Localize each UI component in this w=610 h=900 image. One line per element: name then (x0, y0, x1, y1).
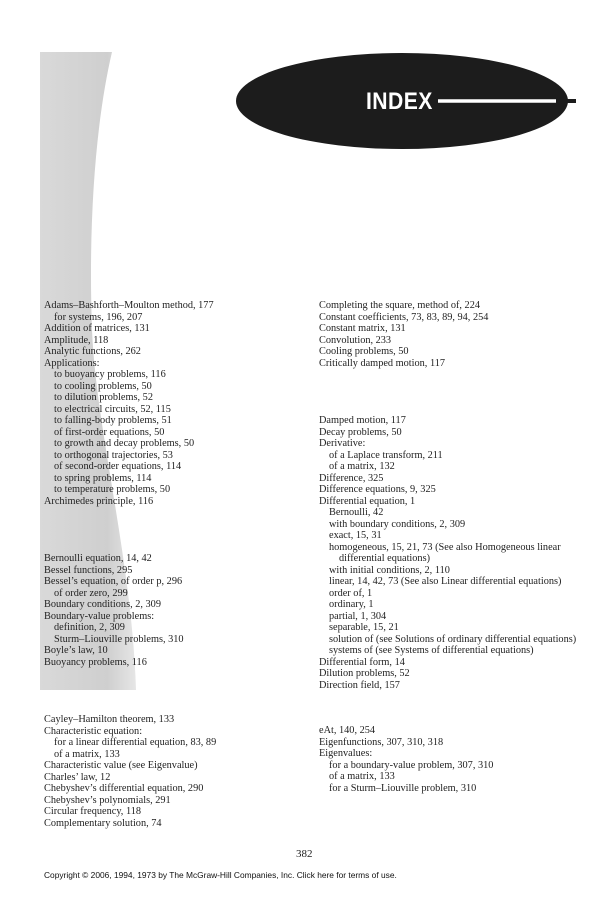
index-entry: of first-order equations, 50 (54, 426, 165, 438)
index-entry: linear, 14, 42, 73 (See also Linear differential equations) (329, 576, 562, 587)
index-entry: solution of (see Solutions of ordinary differential equations) (329, 633, 577, 645)
index-entry: Buoyancy problems, 116 (44, 656, 147, 668)
index-entry: Bernoulli equation, 14, 42 (44, 553, 152, 564)
index-header-oval (0, 0, 610, 160)
index-entry: Differential form, 14 (319, 656, 405, 668)
index-entry: Eigenfunctions, 307, 310, 318 (319, 736, 444, 748)
index-entry: Boyle’s law, 10 (44, 645, 108, 656)
index-entry: Circular frequency, 118 (44, 806, 142, 817)
index-entry: Differential equation, 1 (319, 495, 416, 507)
index-entry: Bessel functions, 295 (44, 564, 133, 576)
index-entry: for a linear differential equation, 83, 89 (54, 737, 217, 748)
copyright-link[interactable]: Copyright © 2006, 1994, 1973 by The McGraw-Hill Companies, Inc. Click here for terms of use. (44, 870, 397, 880)
index-entry: separable, 15, 21 (329, 622, 399, 633)
index-entry: Damped motion, 117 (319, 415, 406, 426)
index-entry: to growth and decay problems, 50 (54, 438, 195, 449)
index-entry: Bessel’s equation, of order p, 296 (44, 576, 183, 587)
index-entry: Convolution, 233 (319, 334, 392, 346)
index-entry: Adams–Bashforth–Moulton method, 177 (44, 300, 214, 311)
index-entry: with initial conditions, 2, 110 (329, 564, 450, 576)
index-entry: homogeneous, 15, 21, 73 (See also Homogeneous linear differential equations) (329, 541, 561, 564)
index-entry: Direction field, 157 (319, 679, 400, 691)
index-entry: to falling-body problems, 51 (54, 415, 172, 426)
page-number: 382 (296, 848, 313, 860)
index-entry: Analytic functions, 262 (44, 346, 141, 357)
index-column-left (44, 300, 299, 829)
index-entry: Chebyshev’s differential equation, 290 (44, 783, 204, 794)
index-gap (319, 691, 589, 725)
index-entry: of a matrix, 133 (329, 771, 395, 782)
index-entry: Applications: (44, 357, 100, 369)
index-entry: Complementary solution, 74 (44, 817, 162, 829)
index-entry: to dilution problems, 52 (54, 392, 153, 403)
index-entry: Decay problems, 50 (319, 426, 402, 438)
index-entry: Characteristic equation: (44, 725, 143, 737)
index-entry: of order zero, 299 (54, 587, 128, 599)
index-entry: Cooling problems, 50 (319, 346, 409, 357)
index-entry: Difference, 325 (319, 472, 384, 484)
index-gap (44, 668, 299, 714)
index-entry: Chebyshev’s polynomials, 291 (44, 794, 171, 806)
index-entry: Charles’ law, 12 (44, 771, 111, 783)
index-entry: Amplitude, 118 (44, 334, 109, 346)
index-gap (44, 507, 299, 553)
index-entry: Constant coefficients, 73, 83, 89, 94, 254 (319, 311, 489, 323)
index-entry: Archimedes principle, 116 (44, 495, 154, 507)
index-entry: for a Sturm–Liouville problem, 310 (329, 782, 477, 794)
index-entry: Eigenvalues: (319, 748, 373, 759)
index-entry: exact, 15, 31 (329, 530, 382, 541)
index-gap (319, 369, 589, 415)
index-entry: Cayley–Hamilton theorem, 133 (44, 714, 175, 725)
index-entry: eAt, 140, 254 (319, 725, 376, 736)
index-entry: Addition of matrices, 131 (44, 323, 150, 334)
index-entry: to buoyancy problems, 116 (54, 369, 166, 380)
index-entry: Boundary-value problems: (44, 610, 155, 622)
index-entry: Completing the square, method of, 224 (319, 300, 481, 311)
index-entry: Difference equations, 9, 325 (319, 484, 436, 495)
index-entry: to electrical circuits, 52, 115 (54, 403, 171, 415)
index-entry: Bernoulli, 42 (329, 507, 384, 518)
index-entry: of second-order equations, 114 (54, 461, 182, 472)
index-entry: order of, 1 (329, 587, 373, 599)
index-entry: Dilution problems, 52 (319, 668, 410, 679)
index-entry: to cooling problems, 50 (54, 380, 152, 392)
index-entry: to temperature problems, 50 (54, 484, 171, 495)
index-entry: of a matrix, 133 (54, 748, 120, 760)
index-entry: for systems, 196, 207 (54, 311, 143, 323)
index-entry: Critically damped motion, 117 (319, 357, 446, 369)
index-entry: definition, 2, 309 (54, 622, 125, 633)
index-entry: Sturm–Liouville problems, 310 (54, 633, 184, 645)
index-entry: Characteristic value (see Eigenvalue) (44, 760, 198, 771)
index-entry: to spring problems, 114 (54, 472, 152, 484)
index-entry: Derivative: (319, 438, 366, 449)
page-title: INDEX (366, 88, 433, 115)
index-entry: partial, 1, 304 (329, 610, 387, 622)
index-entry: for a boundary-value problem, 307, 310 (329, 759, 494, 771)
index-entry: ordinary, 1 (329, 599, 374, 610)
index-entry: with boundary conditions, 2, 309 (329, 518, 466, 530)
index-entry: of a matrix, 132 (329, 461, 395, 472)
index-column-right (319, 300, 589, 794)
index-entry: Constant matrix, 131 (319, 323, 406, 334)
index-entry: systems of (see Systems of differential equations) (329, 645, 534, 656)
index-entry: to orthogonal trajectories, 53 (54, 449, 173, 461)
index-entry: Boundary conditions, 2, 309 (44, 599, 161, 610)
index-entry: of a Laplace transform, 211 (329, 449, 443, 461)
